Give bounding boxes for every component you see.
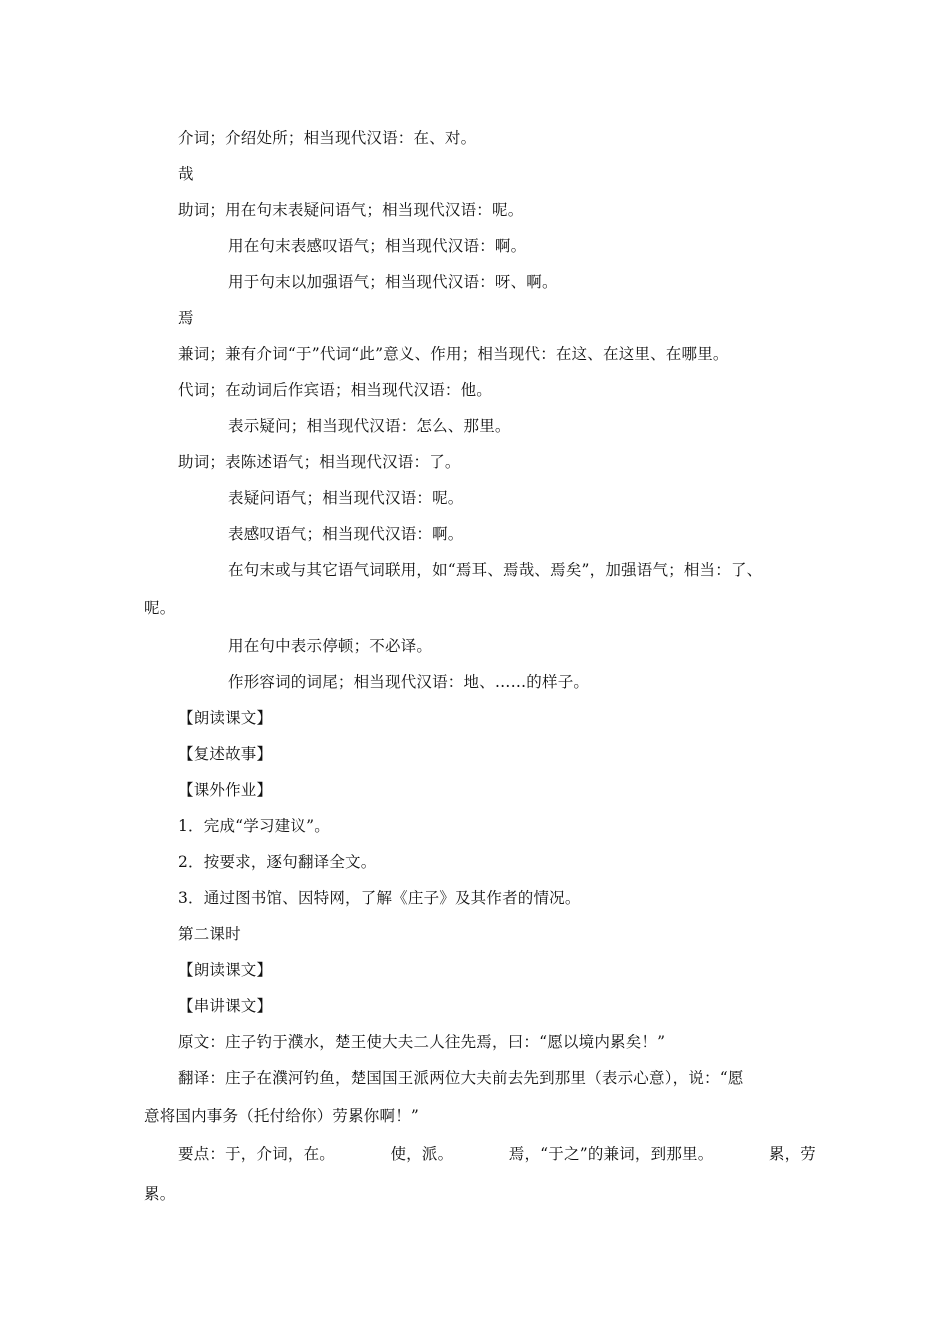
section-heading: 【串讲课文】 — [178, 997, 273, 1015]
text-line: 表示疑问；相当现代汉语：怎么、那里。 — [228, 417, 511, 435]
section-heading: 【朗读课文】 — [178, 961, 273, 979]
list-item: 1．完成“学习建议”。 — [178, 817, 330, 835]
section-heading: 【课外作业】 — [178, 781, 273, 799]
translation-text: 意将国内事务（托付给你）劳累你啊！” — [144, 1107, 420, 1125]
section-heading: 【复述故事】 — [178, 745, 273, 763]
keypoints-line — [178, 1144, 816, 1164]
keypoint: 要点：于，介词，在。 — [178, 1145, 336, 1163]
list-item: 2．按要求，逐句翻译全文。 — [178, 853, 377, 871]
translation-text: 翻译：庄子在濮河钓鱼，楚国国王派两位大夫前去先到那里（表示心意），说：“愿 — [178, 1069, 744, 1087]
text-line: 表感叹语气；相当现代汉语：啊。 — [228, 525, 464, 543]
text-line: 介词；介绍处所；相当现代汉语：在、对。 — [178, 129, 477, 147]
text-line: 兼词；兼有介词“于”代词“此”意义、作用；相当现代：在这、在这里、在哪里。 — [178, 345, 729, 363]
text-line: 代词；在动词后作宾语；相当现代汉语：他。 — [178, 381, 493, 399]
text-line: 用在句末表感叹语气；相当现代汉语：啊。 — [228, 237, 527, 255]
text-line: 呢。 — [144, 599, 176, 617]
text-line: 表疑问语气；相当现代汉语：呢。 — [228, 489, 464, 507]
original-text: 原文：庄子钓于濮水，楚王使大夫二人往先焉，曰：“愿以境内累矣！” — [178, 1033, 666, 1051]
text-line: 作形容词的词尾；相当现代汉语：地、……的样子。 — [228, 673, 590, 691]
text-line: 助词；表陈述语气；相当现代汉语：了。 — [178, 453, 461, 471]
section-heading: 【朗读课文】 — [178, 709, 273, 727]
heading-zai: 哉 — [178, 165, 194, 183]
heading-yan: 焉 — [178, 309, 194, 327]
text-line: 用于句末以加强语气；相当现代汉语：呀、啊。 — [228, 273, 558, 291]
keypoint: 使，派。 — [390, 1145, 454, 1163]
list-item: 3．通过图书馆、因特网，了解《庄子》及其作者的情况。 — [178, 889, 581, 907]
text-line: 在句末或与其它语气词联用，如“焉耳、焉哉、焉矣”，加强语气；相当：了、 — [228, 561, 763, 579]
lesson-title: 第二课时 — [178, 925, 241, 943]
keypoint: 累，劳 — [768, 1145, 816, 1163]
text-line: 助词；用在句末表疑问语气；相当现代汉语：呢。 — [178, 201, 524, 219]
text-line: 累。 — [144, 1185, 176, 1203]
text-line: 用在句中表示停顿；不必译。 — [228, 637, 433, 655]
keypoint: 焉，“于之”的兼词，到那里。 — [508, 1145, 714, 1163]
